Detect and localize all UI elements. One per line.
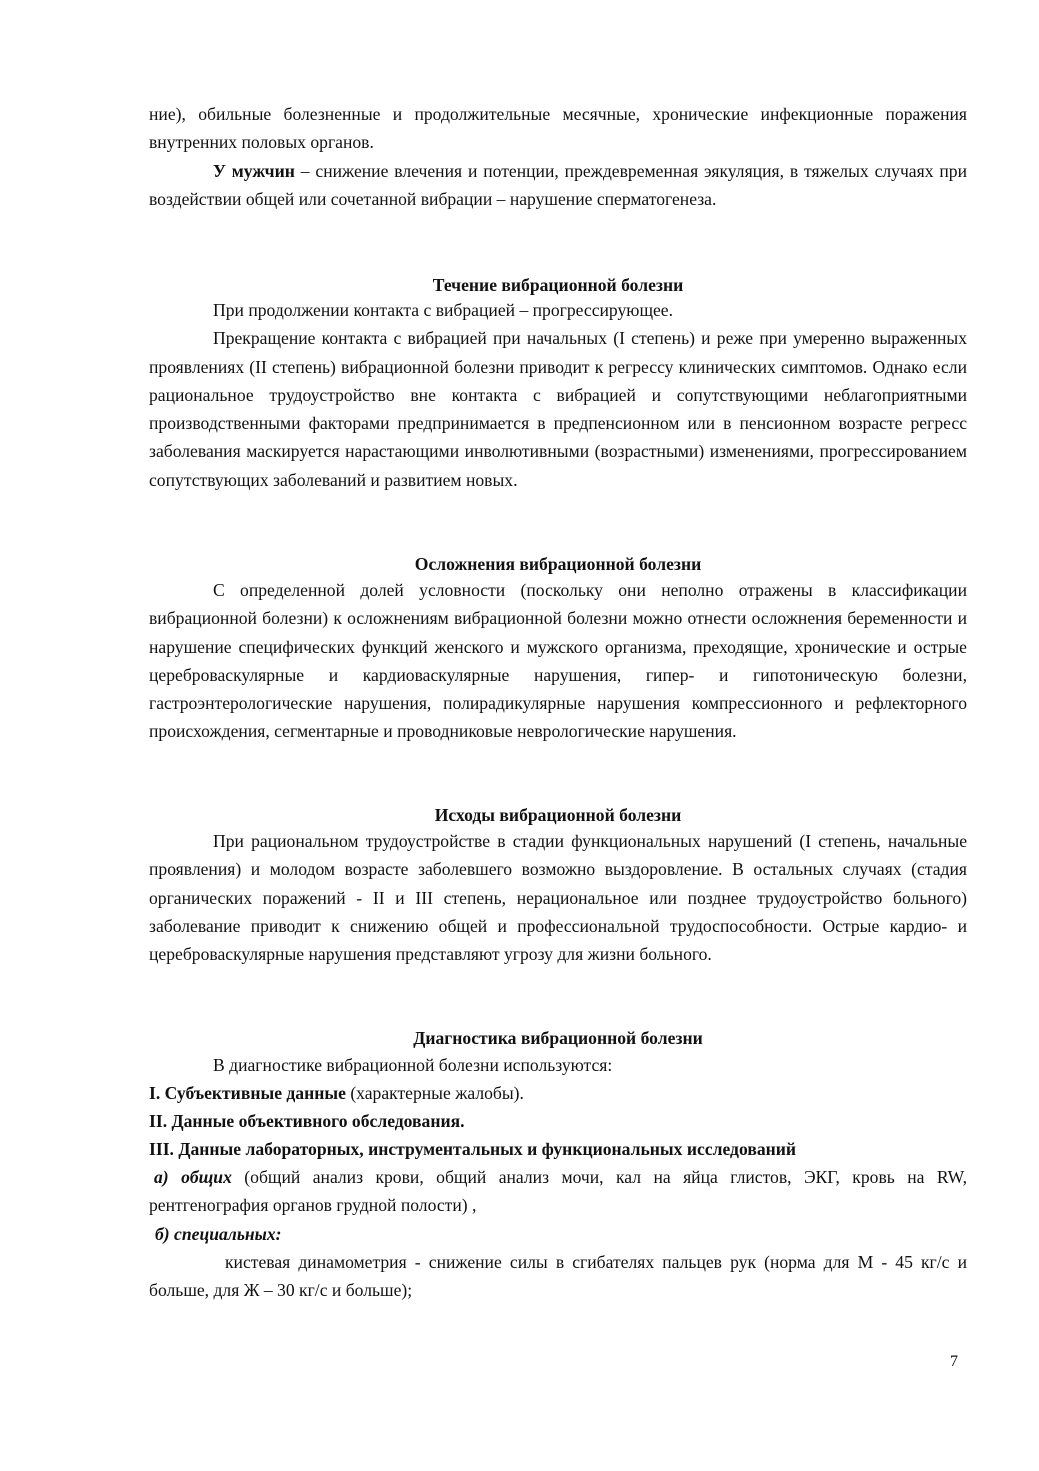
paragraph-text: Прекращение контакта с вибрацией при начальных (I степень) и реже при умеренно выраженных проявлениях (II степень) вибрационной болезни приводит к регрессу клинических симптомов. Однако если рациональное трудоустройство вне контакта с вибрацией и сопутствующими неблагоприятными производственными факторами предпринимается в предпенсионном или в пенсионном возрасте регресс заболевания маскируется нарастающими инволютивными (возрастными) изменениями, прогрессированием сопутствующих заболеваний и развитием новых. xyxy=(149,328,967,490)
section-heading-diagnostics: Диагностика вибрационной болезни xyxy=(413,1028,703,1048)
paragraph-text: При продолжении контакта с вибрацией – прогрессирующее. xyxy=(213,300,674,320)
section-heading-outcomes: Исходы вибрационной болезни xyxy=(434,805,682,825)
paragraph-text: С определенной долей условности (поскольку они неполно отражены в классификации вибрационной болезни) к осложнениям вибрационной болезни можно отнести осложнения беременности и нарушение специфических функций женского и мужского организма, преходящие, хронические и острые цереброваскулярные и кардиоваскулярные нарушения, гипер- и гипотоническую болезни, гастроэнтерологические нарушения, полирадикулярные нарушения компрессионного и рефлекторного происхождения, сегментарные и проводниковые неврологические нарушения. xyxy=(149,580,967,742)
page-number: 7 xyxy=(950,1353,958,1370)
diagnostics-intro: В диагностике вибрационной болезни используются: xyxy=(213,1055,613,1075)
paragraph-text: ние), обильные болезненные и продолжительные месячные, хронические инфекционные поражения внутренних половых органов. xyxy=(149,104,967,153)
subitem-label-a: а) общих xyxy=(154,1167,232,1187)
paragraph-text: (общий анализ крови, общий анализ мочи, кал на яйца глистов, ЭКГ, кровь на RW, рентгенография органов грудной полости) , xyxy=(149,1167,967,1216)
diagnostics-item-subjective: I. Субъективные данные (характерные жалобы). xyxy=(149,1083,524,1103)
diagnostics-general-tests xyxy=(149,1163,967,1220)
paragraph-lead-bold: У мужчин xyxy=(213,161,295,181)
section-heading-complications: Осложнения вибрационной болезни xyxy=(414,554,702,574)
section-complications-body xyxy=(149,576,967,746)
paragraph-male-disorders xyxy=(149,157,967,214)
section-outcomes-body xyxy=(149,827,967,968)
section-course-body xyxy=(149,296,967,494)
paragraph-text: При рациональном трудоустройстве в стадии функциональных нарушений (I степень, начальные проявления) и молодом возрасте заболевшего возможно выздоровление. В остальных случаях (стадия органических поражений - II и III степень, нерациональное или позднее трудоустройство больного) заболевание приводит к снижению общей и профессиональной трудоспособности. Острые кардио- и цереброваскулярные нарушения представляют угрозу для жизни больного. xyxy=(149,831,967,965)
diagnostics-item-lab: III. Данные лабораторных, инструментальных и функциональных исследований xyxy=(149,1139,797,1159)
subitem-label-b: б) специальных: xyxy=(155,1224,282,1244)
diagnostics-special-tests xyxy=(149,1248,967,1305)
section-heading-course: Течение вибрационной болезни xyxy=(432,275,684,295)
paragraph-text: – снижение влечения и потенции, преждевременная эякуляция, в тяжелых случаях при воздействии общей или сочетанной вибрации – нарушение сперматогенеза. xyxy=(149,161,968,210)
paragraph-female-disorders xyxy=(149,100,967,157)
diagnostics-item-objective: II. Данные объективного обследования. xyxy=(149,1111,465,1131)
paragraph-text: кистевая динамометрия - снижение силы в сгибателях пальцев рук (норма для М - 45 кг/с и больше, для Ж – 30 кг/с и больше); xyxy=(149,1252,967,1301)
